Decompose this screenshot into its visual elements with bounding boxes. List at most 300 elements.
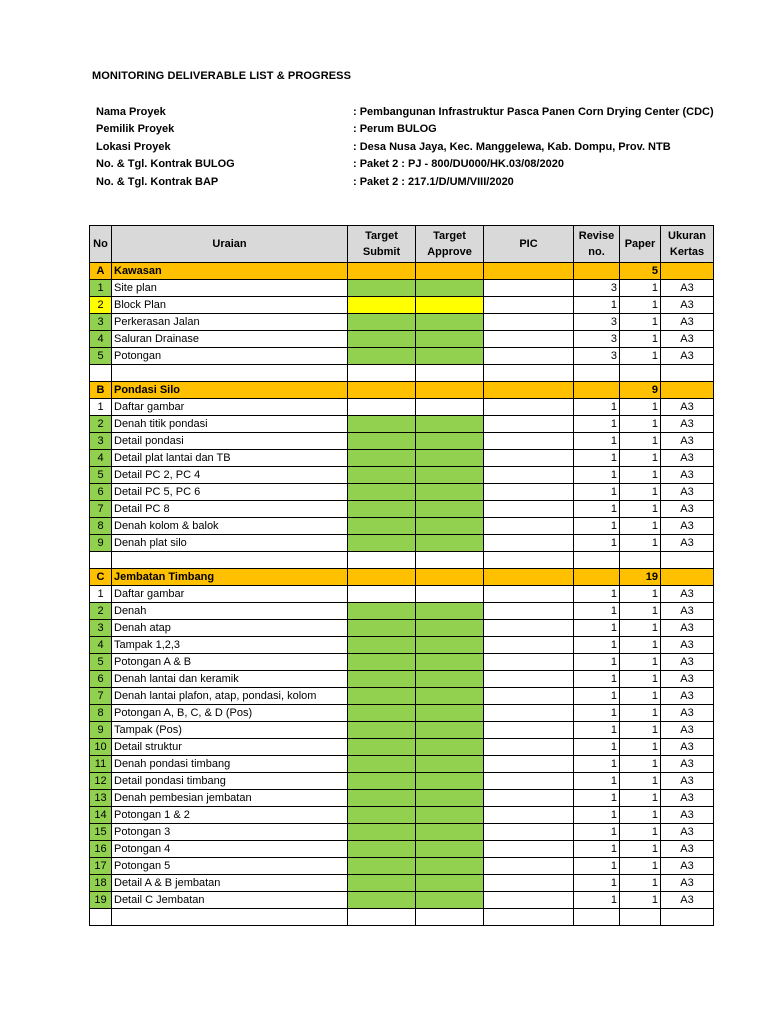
item-paper: 1 (620, 331, 661, 348)
empty-cell (348, 909, 416, 926)
item-target-approve (416, 586, 484, 603)
section-revise (574, 382, 620, 399)
item-revise: 1 (574, 790, 620, 807)
info-value: : Perum BULOG (353, 123, 437, 136)
item-pic (484, 484, 574, 501)
table-row (90, 705, 714, 722)
item-name: Detail PC 2, PC 4 (112, 467, 348, 484)
item-ukuran: A3 (661, 841, 714, 858)
item-no: 15 (90, 824, 112, 841)
item-ukuran: A3 (661, 535, 714, 552)
item-paper: 1 (620, 348, 661, 365)
item-no: 2 (90, 603, 112, 620)
item-target-approve (416, 467, 484, 484)
item-revise: 1 (574, 892, 620, 909)
item-name: Potongan A & B (112, 654, 348, 671)
item-target-submit (348, 722, 416, 739)
item-target-approve (416, 773, 484, 790)
section-target-approve (416, 382, 484, 399)
item-ukuran: A3 (661, 331, 714, 348)
item-pic (484, 518, 574, 535)
table-row (90, 484, 714, 501)
item-revise: 1 (574, 739, 620, 756)
item-target-submit (348, 331, 416, 348)
item-target-approve (416, 807, 484, 824)
item-ukuran: A3 (661, 280, 714, 297)
section-pic (484, 569, 574, 586)
item-revise: 3 (574, 314, 620, 331)
item-paper: 1 (620, 416, 661, 433)
item-ukuran: A3 (661, 739, 714, 756)
item-revise: 1 (574, 756, 620, 773)
item-name: Potongan (112, 348, 348, 365)
item-target-submit (348, 433, 416, 450)
table-row (90, 399, 714, 416)
item-revise: 1 (574, 637, 620, 654)
item-pic (484, 722, 574, 739)
item-target-submit (348, 399, 416, 416)
item-pic (484, 348, 574, 365)
item-ukuran: A3 (661, 773, 714, 790)
item-revise: 1 (574, 450, 620, 467)
item-pic (484, 450, 574, 467)
item-target-submit (348, 807, 416, 824)
section-target-submit (348, 263, 416, 280)
table-row (90, 637, 714, 654)
info-label: Pemilik Proyek (96, 123, 175, 136)
item-paper: 1 (620, 399, 661, 416)
item-revise: 1 (574, 654, 620, 671)
section-ukuran (661, 569, 714, 586)
item-target-approve (416, 705, 484, 722)
empty-cell (484, 552, 574, 569)
item-revise: 1 (574, 807, 620, 824)
header-no: No (90, 226, 112, 263)
table-row (90, 314, 714, 331)
section-total: 19 (620, 569, 661, 586)
item-target-approve (416, 756, 484, 773)
item-target-submit (348, 671, 416, 688)
item-ukuran: A3 (661, 467, 714, 484)
item-target-submit (348, 654, 416, 671)
item-target-approve (416, 314, 484, 331)
item-name: Denah atap (112, 620, 348, 637)
item-paper: 1 (620, 824, 661, 841)
item-ukuran: A3 (661, 705, 714, 722)
item-name: Perkerasan Jalan (112, 314, 348, 331)
item-ukuran: A3 (661, 858, 714, 875)
item-name: Detail PC 5, PC 6 (112, 484, 348, 501)
item-paper: 1 (620, 586, 661, 603)
item-name: Potongan 1 & 2 (112, 807, 348, 824)
item-pic (484, 892, 574, 909)
empty-cell (661, 552, 714, 569)
item-no: 1 (90, 399, 112, 416)
table-row (90, 348, 714, 365)
table-row (90, 518, 714, 535)
item-pic (484, 790, 574, 807)
table-row (90, 688, 714, 705)
item-target-approve (416, 824, 484, 841)
table-row (90, 722, 714, 739)
item-name: Potongan 5 (112, 858, 348, 875)
header-uraian: Uraian (112, 226, 348, 263)
item-paper: 1 (620, 790, 661, 807)
spacer-row (90, 552, 714, 569)
section-code: A (90, 263, 112, 280)
empty-cell (112, 909, 348, 926)
item-paper: 1 (620, 280, 661, 297)
item-revise: 1 (574, 722, 620, 739)
item-pic (484, 841, 574, 858)
empty-cell (112, 552, 348, 569)
item-ukuran: A3 (661, 433, 714, 450)
item-no: 14 (90, 807, 112, 824)
item-no: 4 (90, 637, 112, 654)
table-row (90, 892, 714, 909)
section-row (90, 382, 714, 399)
table-row (90, 756, 714, 773)
item-target-submit (348, 705, 416, 722)
item-no: 11 (90, 756, 112, 773)
table-row (90, 790, 714, 807)
empty-cell (574, 909, 620, 926)
table-row (90, 450, 714, 467)
item-ukuran: A3 (661, 654, 714, 671)
item-name: Denah (112, 603, 348, 620)
section-total: 9 (620, 382, 661, 399)
item-revise: 1 (574, 671, 620, 688)
item-name: Saluran Drainase (112, 331, 348, 348)
empty-cell (661, 365, 714, 382)
item-ukuran: A3 (661, 756, 714, 773)
item-revise: 1 (574, 433, 620, 450)
item-paper: 1 (620, 297, 661, 314)
item-pic (484, 433, 574, 450)
empty-cell (90, 365, 112, 382)
item-revise: 1 (574, 688, 620, 705)
section-revise (574, 263, 620, 280)
section-target-approve (416, 569, 484, 586)
item-ukuran: A3 (661, 620, 714, 637)
table-row (90, 875, 714, 892)
item-pic (484, 399, 574, 416)
item-revise: 1 (574, 484, 620, 501)
item-target-approve (416, 671, 484, 688)
item-pic (484, 671, 574, 688)
table-row (90, 433, 714, 450)
item-ukuran: A3 (661, 450, 714, 467)
info-label: Nama Proyek (96, 106, 166, 118)
section-target-submit (348, 382, 416, 399)
section-row (90, 569, 714, 586)
section-target-approve (416, 263, 484, 280)
item-pic (484, 501, 574, 518)
item-pic (484, 467, 574, 484)
empty-cell (112, 365, 348, 382)
item-target-approve (416, 637, 484, 654)
item-target-submit (348, 603, 416, 620)
section-total: 5 (620, 263, 661, 280)
item-no: 3 (90, 433, 112, 450)
spacer-row (90, 365, 714, 382)
item-no: 9 (90, 722, 112, 739)
item-no: 4 (90, 331, 112, 348)
item-paper: 1 (620, 535, 661, 552)
item-target-submit (348, 875, 416, 892)
empty-cell (416, 909, 484, 926)
item-target-submit (348, 637, 416, 654)
table-row (90, 824, 714, 841)
item-revise: 1 (574, 586, 620, 603)
item-ukuran: A3 (661, 875, 714, 892)
item-pic (484, 620, 574, 637)
item-target-approve (416, 841, 484, 858)
item-target-submit (348, 467, 416, 484)
item-target-submit (348, 314, 416, 331)
empty-cell (348, 552, 416, 569)
item-name: Denah lantai dan keramik (112, 671, 348, 688)
item-paper: 1 (620, 314, 661, 331)
item-paper: 1 (620, 858, 661, 875)
item-target-submit (348, 450, 416, 467)
item-target-submit (348, 892, 416, 909)
item-name: Potongan 4 (112, 841, 348, 858)
empty-cell (348, 365, 416, 382)
table-row (90, 620, 714, 637)
item-pic (484, 875, 574, 892)
item-paper: 1 (620, 484, 661, 501)
item-pic (484, 314, 574, 331)
item-revise: 1 (574, 705, 620, 722)
item-ukuran: A3 (661, 297, 714, 314)
item-name: Potongan 3 (112, 824, 348, 841)
item-paper: 1 (620, 722, 661, 739)
empty-cell (416, 365, 484, 382)
item-ukuran: A3 (661, 722, 714, 739)
item-ukuran: A3 (661, 790, 714, 807)
item-pic (484, 586, 574, 603)
item-revise: 1 (574, 297, 620, 314)
section-code: B (90, 382, 112, 399)
item-name: Daftar gambar (112, 586, 348, 603)
item-name: Denah kolom & balok (112, 518, 348, 535)
info-label: No. & Tgl. Kontrak BAP (96, 175, 219, 188)
section-pic (484, 382, 574, 399)
header-paper: Paper (620, 226, 661, 263)
section-row (90, 263, 714, 280)
header-ukuran: Ukuran Kertas (661, 226, 714, 263)
item-target-submit (348, 348, 416, 365)
info-value: : Pembangunan Infrastruktur Pasca Panen Corn Drying Center (CDC) (353, 106, 714, 118)
table-row (90, 586, 714, 603)
item-name: Denah pembesian jembatan (112, 790, 348, 807)
item-target-submit (348, 773, 416, 790)
item-target-approve (416, 518, 484, 535)
item-name: Block Plan (112, 297, 348, 314)
item-paper: 1 (620, 807, 661, 824)
item-no: 7 (90, 688, 112, 705)
item-revise: 3 (574, 348, 620, 365)
item-target-approve (416, 280, 484, 297)
item-ukuran: A3 (661, 892, 714, 909)
item-paper: 1 (620, 773, 661, 790)
section-target-submit (348, 569, 416, 586)
item-name: Detail PC 8 (112, 501, 348, 518)
empty-cell (484, 365, 574, 382)
item-revise: 1 (574, 603, 620, 620)
section-name: Kawasan (112, 263, 348, 280)
item-revise: 1 (574, 416, 620, 433)
item-revise: 1 (574, 773, 620, 790)
item-pic (484, 535, 574, 552)
item-name: Detail pondasi timbang (112, 773, 348, 790)
item-target-submit (348, 739, 416, 756)
item-pic (484, 773, 574, 790)
empty-cell (90, 552, 112, 569)
item-paper: 1 (620, 518, 661, 535)
item-revise: 1 (574, 518, 620, 535)
item-paper: 1 (620, 467, 661, 484)
item-target-approve (416, 790, 484, 807)
item-pic (484, 858, 574, 875)
item-no: 18 (90, 875, 112, 892)
item-target-submit (348, 518, 416, 535)
item-no: 2 (90, 297, 112, 314)
item-pic (484, 331, 574, 348)
item-target-submit (348, 756, 416, 773)
item-no: 12 (90, 773, 112, 790)
empty-cell (416, 552, 484, 569)
item-name: Detail C Jembatan (112, 892, 348, 909)
item-target-submit (348, 484, 416, 501)
header-pic: PIC (484, 226, 574, 263)
item-target-approve (416, 892, 484, 909)
item-paper: 1 (620, 875, 661, 892)
item-target-approve (416, 484, 484, 501)
item-no: 10 (90, 739, 112, 756)
item-pic (484, 756, 574, 773)
item-pic (484, 739, 574, 756)
item-paper: 1 (620, 654, 661, 671)
item-ukuran: A3 (661, 671, 714, 688)
item-revise: 3 (574, 331, 620, 348)
item-paper: 1 (620, 603, 661, 620)
item-revise: 1 (574, 620, 620, 637)
info-label: Lokasi Proyek (96, 140, 171, 153)
item-no: 1 (90, 586, 112, 603)
item-pic (484, 705, 574, 722)
section-revise (574, 569, 620, 586)
table-row (90, 467, 714, 484)
empty-cell (574, 365, 620, 382)
item-no: 3 (90, 314, 112, 331)
section-pic (484, 263, 574, 280)
item-target-approve (416, 620, 484, 637)
item-target-approve (416, 722, 484, 739)
item-target-approve (416, 875, 484, 892)
table-body (90, 263, 714, 926)
item-name: Site plan (112, 280, 348, 297)
item-target-approve (416, 297, 484, 314)
table-row (90, 501, 714, 518)
table-header-row (90, 226, 714, 263)
item-revise: 1 (574, 824, 620, 841)
table-row (90, 807, 714, 824)
section-ukuran (661, 263, 714, 280)
item-no: 8 (90, 705, 112, 722)
item-revise: 3 (574, 280, 620, 297)
empty-cell (90, 909, 112, 926)
item-target-submit (348, 824, 416, 841)
item-no: 13 (90, 790, 112, 807)
item-pic (484, 637, 574, 654)
item-target-submit (348, 297, 416, 314)
table-row (90, 739, 714, 756)
item-name: Detail pondasi (112, 433, 348, 450)
item-paper: 1 (620, 620, 661, 637)
item-ukuran: A3 (661, 399, 714, 416)
item-target-approve (416, 858, 484, 875)
info-value: : Paket 2 : 217.1/D/UM/VIII/2020 (353, 175, 514, 188)
item-revise: 1 (574, 535, 620, 552)
empty-cell (484, 909, 574, 926)
item-target-approve (416, 348, 484, 365)
item-pic (484, 688, 574, 705)
item-no: 1 (90, 280, 112, 297)
section-name: Jembatan Timbang (112, 569, 348, 586)
item-target-approve (416, 331, 484, 348)
header-target-approve: Target Approve (416, 226, 484, 263)
item-ukuran: A3 (661, 603, 714, 620)
item-pic (484, 824, 574, 841)
item-revise: 1 (574, 875, 620, 892)
item-target-approve (416, 603, 484, 620)
item-revise: 1 (574, 399, 620, 416)
item-target-submit (348, 790, 416, 807)
item-no: 5 (90, 654, 112, 671)
item-target-submit (348, 620, 416, 637)
item-pic (484, 280, 574, 297)
item-revise: 1 (574, 467, 620, 484)
item-target-approve (416, 433, 484, 450)
item-revise: 1 (574, 501, 620, 518)
item-target-submit (348, 841, 416, 858)
item-paper: 1 (620, 688, 661, 705)
item-target-submit (348, 586, 416, 603)
spacer-row (90, 909, 714, 926)
item-target-approve (416, 688, 484, 705)
item-target-submit (348, 858, 416, 875)
item-ukuran: A3 (661, 484, 714, 501)
item-name: Tampak (Pos) (112, 722, 348, 739)
item-no: 6 (90, 671, 112, 688)
item-no: 8 (90, 518, 112, 535)
section-code: C (90, 569, 112, 586)
item-pic (484, 416, 574, 433)
item-paper: 1 (620, 841, 661, 858)
item-paper: 1 (620, 671, 661, 688)
item-no: 7 (90, 501, 112, 518)
item-pic (484, 603, 574, 620)
item-name: Denah pondasi timbang (112, 756, 348, 773)
item-ukuran: A3 (661, 824, 714, 841)
item-paper: 1 (620, 705, 661, 722)
empty-cell (661, 909, 714, 926)
item-name: Detail plat lantai dan TB (112, 450, 348, 467)
item-ukuran: A3 (661, 637, 714, 654)
item-ukuran: A3 (661, 518, 714, 535)
